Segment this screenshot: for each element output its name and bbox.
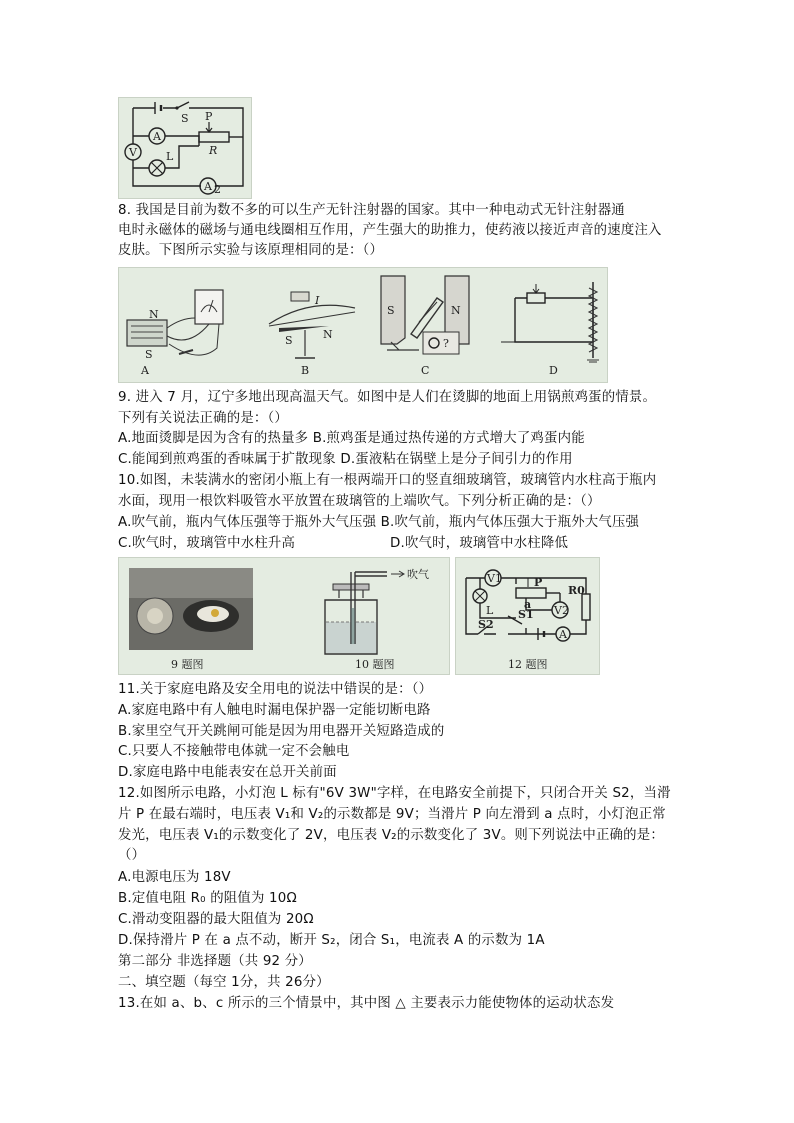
svg-text:R0: R0 xyxy=(568,584,585,597)
q9-line-2: 下列有关说法正确的是：（） xyxy=(118,411,288,426)
svg-text:2: 2 xyxy=(214,183,221,196)
option-b-oersted-setup xyxy=(269,292,355,377)
q11-stem: 11.关于家庭电路及安全用电的说法中错误的是：（） xyxy=(118,682,433,697)
svg-text:L: L xyxy=(166,150,174,163)
q12-option-c: C.滑动变阻器的最大阻值为 20Ω xyxy=(118,912,314,927)
q10-line-2: 水面，现用一根饮料吸管水平放置在玻璃管的上端吹气。下列分析正确的是：（） xyxy=(118,494,601,509)
q8-line-2: 电时永磁体的磁场与通电线圈相互作用，产生强大的助推力，使药液以接近声音的速度注入 xyxy=(118,223,662,238)
option-label-a: A xyxy=(141,364,149,377)
option-a-galvanometer-setup xyxy=(127,290,223,377)
q10-bottle-diagram xyxy=(325,567,429,654)
q11-option-a: A.家庭电路中有人触电时漏电保护器一定能切断电路 xyxy=(118,703,431,718)
svg-text:V2: V2 xyxy=(554,604,569,617)
q9-option-cd: C.能闻到煎鸡蛋的香味属于扩散现象 D.蛋液粘在锅壁上是分子间引力的作用 xyxy=(118,452,573,467)
svg-text:L: L xyxy=(486,604,494,617)
svg-text:A: A xyxy=(153,130,161,143)
svg-text:S: S xyxy=(145,348,153,361)
q8-options-figure xyxy=(118,267,608,383)
svg-text:S1: S1 xyxy=(518,608,534,621)
option-label-d: D xyxy=(549,364,558,377)
q11-option-d: D.家庭电路中电能表安在总开关前面 xyxy=(118,765,337,780)
switch-label-S: S xyxy=(181,112,189,125)
svg-text:N: N xyxy=(149,308,159,321)
q10-option-d: D.吹气时，玻璃管中水柱降低 xyxy=(390,536,569,551)
fig12-caption: 12 题图 xyxy=(508,658,548,671)
svg-text:R: R xyxy=(209,144,218,157)
q10-line-1: 10.如图，未装满水的密闭小瓶上有一根两端开口的竖直细玻璃管，玻璃管内水柱高于瓶内 xyxy=(118,473,657,488)
svg-text:I: I xyxy=(315,294,320,307)
option-c-generator-setup xyxy=(381,276,469,377)
option-label-b: B xyxy=(301,364,310,377)
q9-option-ab: A.地面烫脚是因为含有的热量多 B.煎鸡蛋是通过热传递的方式增大了鸡蛋内能 xyxy=(118,431,585,446)
svg-text:N: N xyxy=(451,304,461,317)
svg-text:N: N xyxy=(323,328,333,341)
svg-text:S: S xyxy=(285,334,293,347)
figure-12-circuit xyxy=(455,557,600,675)
q12-line-4: （） xyxy=(118,848,146,863)
option-d-electromagnet-setup xyxy=(501,282,599,377)
q12-option-a: A.电源电压为 18V xyxy=(118,870,231,885)
top-circuit-figure xyxy=(118,97,252,199)
q8-line-1: 8. 我国是目前为数不多的可以生产无针注射器的国家。其中一种电动式无针注射器通 xyxy=(118,203,625,218)
svg-text:V: V xyxy=(129,146,137,159)
svg-text:P: P xyxy=(534,576,543,589)
q12-option-b: B.定值电阻 R₀ 的阻值为 10Ω xyxy=(118,891,297,906)
q11-option-b: B.家里空气开关跳闸可能是因为用电器开关短路造成的 xyxy=(118,724,445,739)
svg-text:A: A xyxy=(559,628,567,641)
q10-option-ab: A.吹气前，瓶内气体压强等于瓶外大气压强 B.吹气前，瓶内气体压强大于瓶外大气压强 xyxy=(118,515,640,530)
part2-title: 第二部分 非选择题（共 92 分） xyxy=(118,954,312,969)
figures-row-9-10 xyxy=(118,557,450,675)
q9-egg-photo xyxy=(129,568,253,650)
fig9-caption: 9 题图 xyxy=(171,658,204,671)
q12-line-1: 12.如图所示电路，小灯泡 L 标有"6V 3W"字样，在电路安全前提下，只闭合开关 S2，当滑 xyxy=(118,786,671,801)
q10-option-c: C.吹气时，玻璃管中水柱升高 xyxy=(118,536,296,551)
q12-line-2: 片 P 在最右端时，电压表 V₁和 V₂的示数都是 9V；当滑片 P 向左滑到 a 点时，小灯泡正常 xyxy=(118,807,666,822)
fig10-caption: 10 题图 xyxy=(355,658,395,671)
svg-text:V1: V1 xyxy=(487,572,502,585)
svg-text:?: ? xyxy=(443,337,449,350)
svg-text:S: S xyxy=(387,304,395,317)
q12-line-3: 发光，电压表 V₁的示数变化了 2V，电压表 V₂的示数变化了 3V。则下列说法中正确的是： xyxy=(118,828,664,843)
blow-label: 吹气 xyxy=(407,568,429,581)
q8-line-3: 皮肤。下图所示实验与该原理相同的是：（） xyxy=(118,243,384,258)
q13-stem: 13.在如 a、b、c 所示的三个情景中，其中图 △ 主要表示力能使物体的运动状态发 xyxy=(118,996,615,1011)
q9-line-1: 9. 进入 7 月，辽宁多地出现高温天气。如图中是人们在烫脚的地面上用锅煎鸡蛋的情景。 xyxy=(118,390,657,405)
svg-text:a: a xyxy=(524,598,532,611)
svg-text:S2: S2 xyxy=(478,618,494,631)
svg-text:A: A xyxy=(204,180,212,193)
q11-option-c: C.只要人不接触带电体就一定不会触电 xyxy=(118,744,350,759)
q12-option-d: D.保持滑片 P 在 a 点不动，断开 S₂，闭合 S₁，电流表 A 的示数为 1A xyxy=(118,933,545,948)
option-label-c: C xyxy=(421,364,430,377)
section-heading: 二、填空题（每空 1分，共 26分） xyxy=(118,975,330,990)
svg-text:P: P xyxy=(205,110,213,123)
